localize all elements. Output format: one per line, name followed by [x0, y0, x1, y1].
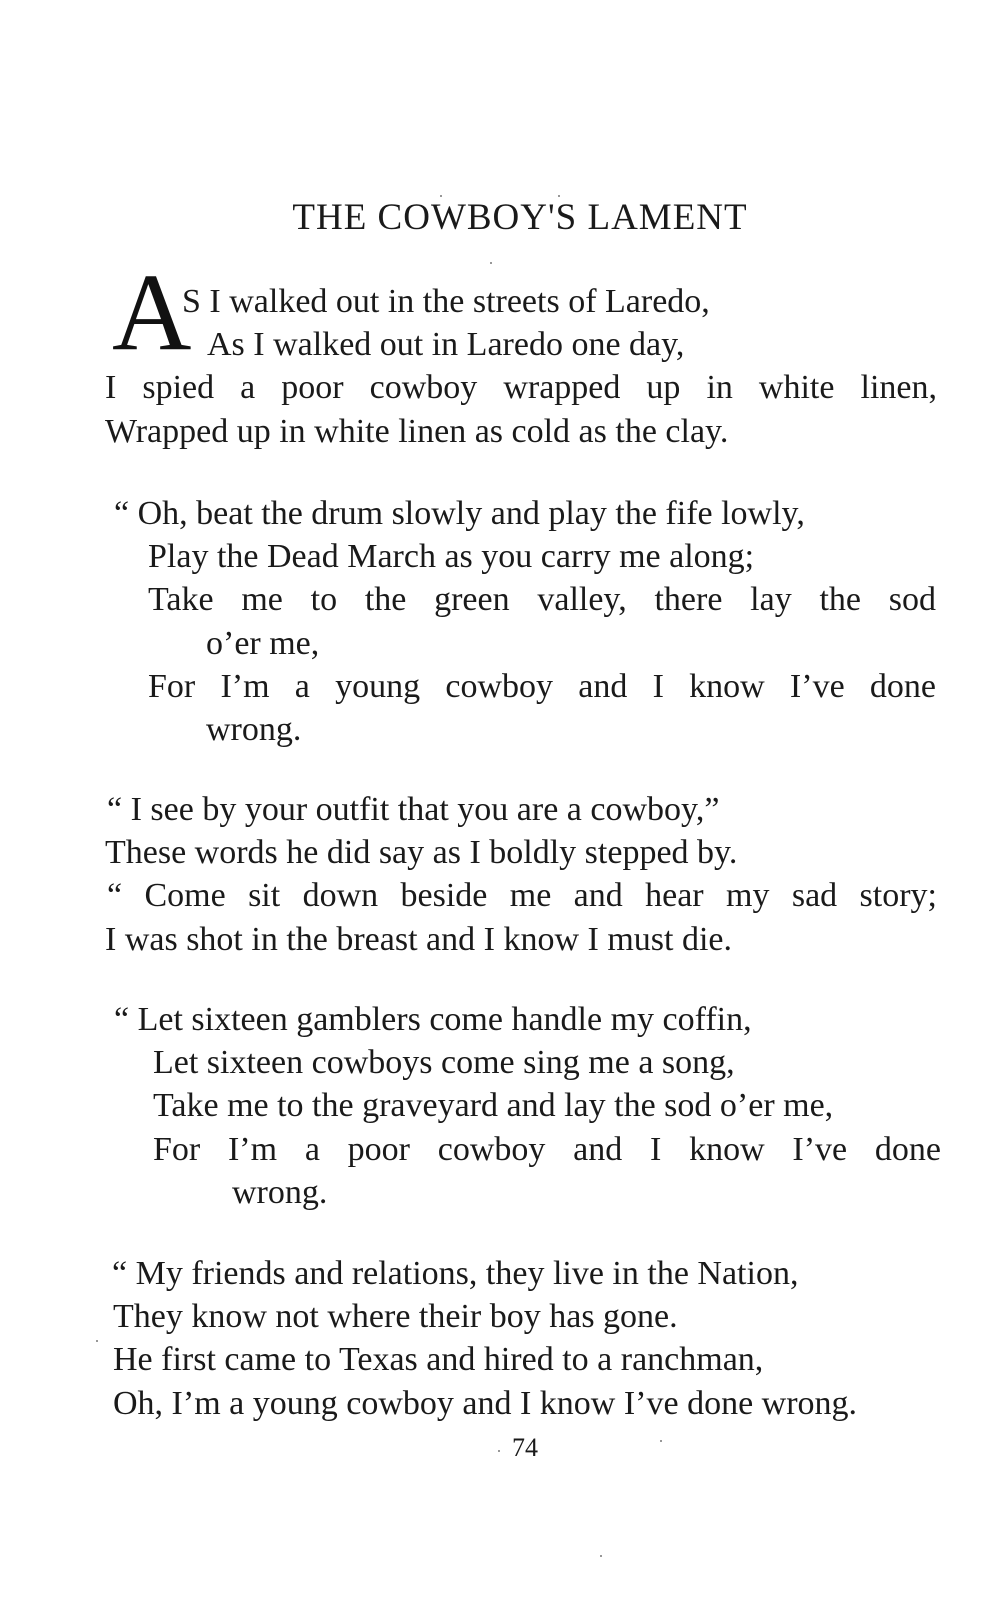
scan-speck	[498, 1450, 500, 1452]
poem-line: wrong.	[232, 1174, 328, 1211]
poem-line: Let sixteen cowboys come sing me a song,	[153, 1044, 735, 1081]
poem-line: As I walked out in Laredo one day,	[207, 326, 685, 363]
poem-line: “ My friends and relations, they live in the Nation,	[112, 1255, 799, 1292]
poem-line: S I walked out in the streets of Laredo,	[182, 283, 710, 320]
poem-line: “ I see by your outfit that you are a cowboy,”	[107, 791, 720, 828]
poem-line: He first came to Texas and hired to a ranchman,	[113, 1341, 764, 1378]
poem-line: I was shot in the breast and I know I must die.	[105, 921, 732, 958]
poem-line: “ Let sixteen gamblers come handle my coffin,	[114, 1001, 752, 1038]
poem-line: “ Come sit down beside me and hear my sad story;	[107, 877, 937, 914]
scan-speck	[440, 195, 442, 197]
poem-line: I spied a poor cowboy wrapped up in white linen,	[105, 369, 937, 406]
scan-speck	[96, 1340, 98, 1342]
poem-line: For I’m a young cowboy and I know I’ve done	[148, 668, 936, 705]
page-number: 74	[512, 1433, 538, 1462]
poem-line: Take me to the green valley, there lay the sod	[148, 581, 936, 618]
scan-speck	[558, 195, 560, 197]
poem-line: For I’m a poor cowboy and I know I’ve done	[153, 1131, 941, 1168]
poem-line: Take me to the graveyard and lay the sod o’er me,	[153, 1087, 834, 1124]
scan-speck	[490, 262, 492, 264]
poem-line: Wrapped up in white linen as cold as the clay.	[105, 413, 729, 450]
poem-title: THE COWBOY'S LAMENT	[292, 197, 748, 238]
poem-line: Play the Dead March as you carry me along;	[148, 538, 755, 575]
poem-line: o’er me,	[206, 625, 320, 662]
poem-line: wrong.	[206, 711, 302, 748]
poem-line: They know not where their boy has gone.	[113, 1298, 678, 1335]
drop-cap: A	[112, 251, 192, 373]
poem-line: “ Oh, beat the drum slowly and play the fife lowly,	[114, 495, 805, 532]
poem-line: These words he did say as I boldly stepped by.	[105, 834, 738, 871]
scan-speck	[600, 1555, 602, 1557]
scan-speck	[660, 1440, 662, 1442]
poem-line: Oh, I’m a young cowboy and I know I’ve done wrong.	[113, 1385, 858, 1422]
